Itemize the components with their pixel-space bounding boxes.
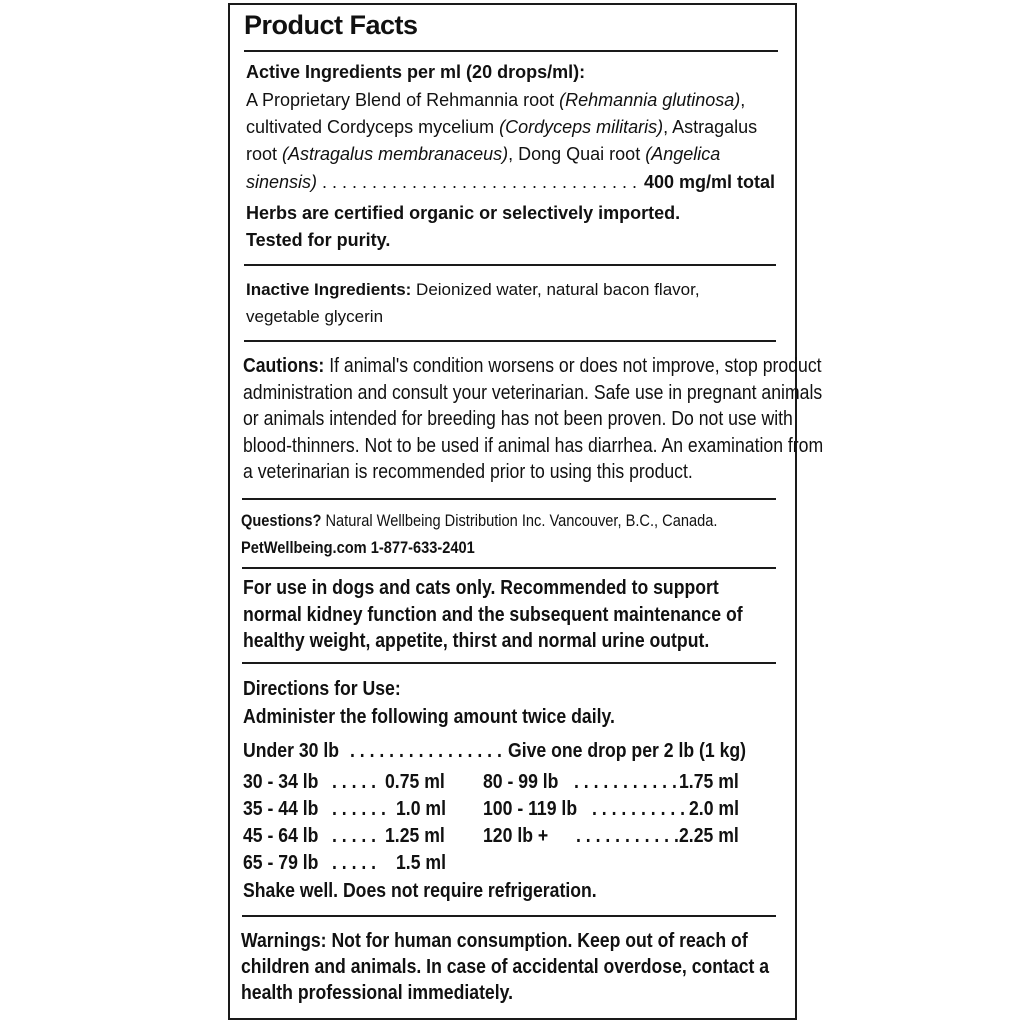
dose-weight-right: 80 - 99 lb [483, 770, 559, 793]
use-line-2: normal kidney function and the subsequent maintenance of [243, 603, 743, 626]
cautions-line-1 [243, 354, 822, 378]
dose-amount-right: 1.75 ml [679, 770, 739, 793]
contact-line: PetWellbeing.com 1-877-633-2401 [241, 538, 475, 557]
inactive-line-1 [246, 280, 700, 300]
under-30-leader: . . . . . . . . . . . . . . . . [350, 739, 502, 762]
dose-weight-left: 30 - 34 lb [243, 770, 319, 793]
under-30-value: Give one drop per 2 lb (1 kg) [508, 739, 747, 762]
active-line-3-mid: , Dong Quai root [508, 144, 646, 164]
inactive-text-1: Deionized water, natural bacon flavor, [411, 280, 700, 299]
use-line-3: healthy weight, appetite, thirst and normal urine output. [243, 629, 710, 652]
page-title: Product Facts [244, 10, 418, 40]
rule-4 [242, 498, 776, 500]
dose-leader-left: . . . . . [332, 770, 377, 793]
active-line-3-italic-2: (Angelica [645, 144, 721, 164]
dose-amount-left: 0.75 ml [385, 770, 445, 793]
questions-line-1 [241, 511, 717, 531]
rule-3 [244, 340, 776, 342]
active-line-2 [246, 117, 757, 138]
dose-weight-left: 65 - 79 lb [243, 851, 319, 874]
title-rule [244, 50, 778, 52]
dose-leader-left: . . . . . [332, 824, 377, 847]
dose-leader-right: . . . . . . . . . . [592, 797, 686, 820]
cautions-line-3: or animals intended for breeding has not been proven. Do not use with [243, 407, 793, 430]
purity-note: Tested for purity. [246, 230, 391, 250]
dose-leader-right: . . . . . . . . . . . [576, 824, 679, 847]
warnings-line-3: health professional immediately. [241, 981, 514, 1004]
warnings-line-2: children and animals. In case of accidental overdose, contact a [241, 955, 770, 978]
use-line-1: For use in dogs and cats only. Recommended to support [243, 576, 719, 599]
dose-leader-right: . . . . . . . . . . . [574, 770, 677, 793]
active-line-4-italic: sinensis) [246, 172, 318, 192]
active-line-2-end: , Astragalus [663, 117, 758, 137]
dose-amount-right: 2.25 ml [679, 824, 739, 847]
dose-weight-right: 120 lb + [483, 824, 549, 847]
rule-6 [242, 662, 776, 664]
active-ingredients-heading: Active Ingredients per ml (20 drops/ml): [246, 62, 586, 82]
dose-weight-right: 100 - 119 lb [483, 797, 578, 820]
active-total-amount: 400 mg/ml total [643, 172, 775, 192]
dose-leader-left: . . . . . [332, 851, 377, 874]
dose-amount-left: 1.0 ml [396, 797, 446, 820]
dose-weight-left: 35 - 44 lb [243, 797, 319, 820]
active-line-3 [246, 144, 720, 165]
cautions-text-1: If animal's condition worsens or does not improve, stop product [324, 354, 822, 377]
inactive-label: Inactive Ingredients: [246, 280, 412, 299]
directions-heading: Directions for Use: [243, 677, 401, 700]
dose-weight-left: 45 - 64 lb [243, 824, 319, 847]
active-line-1 [246, 90, 745, 111]
active-line-2-text: cultivated Cordyceps mycelium [246, 117, 500, 137]
dose-amount-right: 2.0 ml [689, 797, 739, 820]
active-line-1-italic: (Rehmannia glutinosa) [559, 90, 741, 110]
questions-text-1: Natural Wellbeing Distribution Inc. Vancouver, B.C., Canada. [321, 511, 718, 530]
warnings-line-1 [241, 929, 748, 953]
dose-amount-left: 1.5 ml [396, 851, 446, 874]
active-line-1-end: , [740, 90, 746, 110]
warnings-label: Warnings: [241, 929, 327, 952]
active-line-1-text: A Proprietary Blend of Rehmannia root [246, 90, 560, 110]
cautions-line-4: blood-thinners. Not to be used if animal has diarrhea. An examination from [243, 434, 824, 457]
warnings-text-1: Not for human consumption. Keep out of reach of [326, 929, 748, 952]
dose-leader-left: . . . . . . [332, 797, 386, 820]
rule-2 [244, 264, 776, 266]
cautions-label: Cautions: [243, 354, 325, 377]
active-line-4-leader: . . . . . . . . . . . . . . . . . . . . . . . . . . . . . . . . [322, 172, 638, 192]
cautions-line-2: administration and consult your veterinarian. Safe use in pregnant animals [243, 381, 823, 404]
cautions-line-5: a veterinarian is recommended prior to using this product. [243, 460, 693, 483]
rule-5 [242, 567, 776, 569]
active-line-3-italic: (Astragalus membranaceus) [282, 144, 509, 164]
questions-label: Questions? [241, 511, 322, 530]
shake-note: Shake well. Does not require refrigeration. [243, 879, 597, 902]
dose-amount-left: 1.25 ml [385, 824, 445, 847]
rule-7 [242, 915, 776, 917]
under-30-label: Under 30 lb [243, 739, 340, 762]
directions-instruction: Administer the following amount twice daily. [243, 705, 615, 728]
organic-note: Herbs are certified organic or selectively imported. [246, 203, 681, 223]
active-line-3-text: root [246, 144, 283, 164]
active-line-2-italic: (Cordyceps militaris) [499, 117, 664, 137]
inactive-line-2: vegetable glycerin [246, 307, 384, 326]
